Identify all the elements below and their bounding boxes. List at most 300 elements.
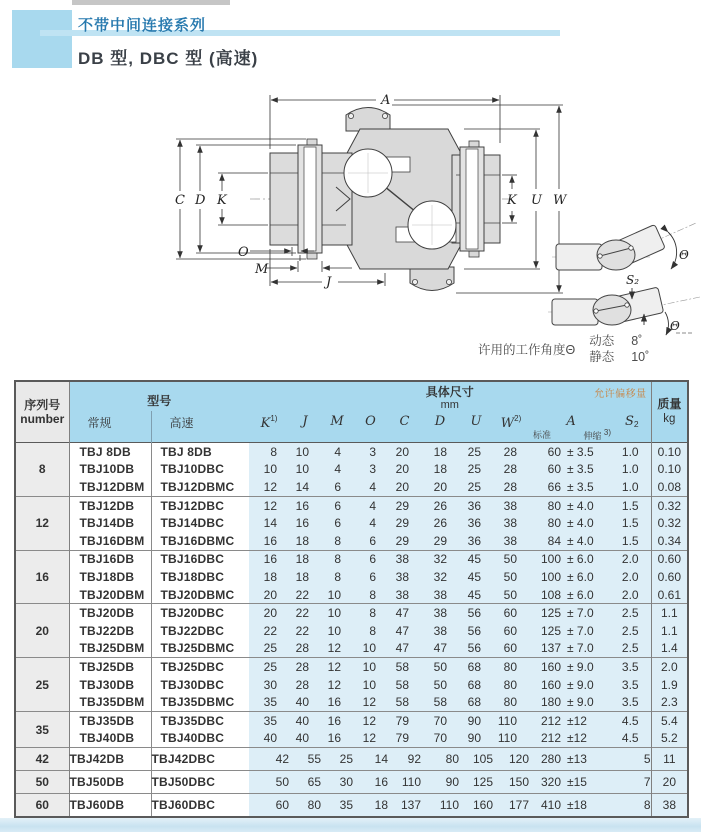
dim-k-cell: 42: [249, 748, 289, 771]
dim-u-cell: 56: [459, 640, 493, 658]
dim-c-cell: 137: [388, 794, 421, 818]
model-regular-cell: TBJ16DB: [69, 550, 151, 568]
dim-d-cell: 26: [421, 496, 459, 514]
dim-u-cell: 36: [459, 532, 493, 550]
spec-table-wrap: [14, 380, 687, 818]
dim-m-cell: 8: [321, 532, 353, 550]
dim-w-cell: 38: [493, 496, 529, 514]
dim-u-cell: 36: [459, 496, 493, 514]
dim-d-cell: 47: [421, 640, 459, 658]
angle-label-theta-top: Θ: [679, 248, 689, 262]
col-highspeed-header: 高速: [151, 411, 249, 443]
dim-label-c: C: [175, 193, 185, 208]
bearing-cap-top: [346, 108, 390, 132]
table-row: [15, 532, 688, 550]
mass-cell: 0.60: [651, 568, 688, 586]
model-regular-cell: TBJ20DBM: [69, 586, 151, 604]
dim-j-cell: 16: [289, 496, 321, 514]
dim-o-cell: 6: [353, 550, 388, 568]
angle-label-theta-bottom: Θ: [670, 319, 680, 333]
dim-u-cell: 90: [459, 730, 493, 748]
dim-j-cell: 18: [289, 532, 321, 550]
dim-w-cell: 28: [493, 443, 529, 461]
mass-cell: 20: [651, 771, 688, 794]
dim-s2-cell: 1.5: [613, 532, 651, 550]
serial-number-cell: 25: [15, 658, 69, 712]
table-row: [15, 550, 688, 568]
dim-o-cell: 6: [353, 532, 388, 550]
dim-s2-cell: 3.5: [613, 693, 651, 711]
model-regular-cell: TBJ60DB: [69, 794, 151, 818]
dim-m-cell: 6: [321, 514, 353, 532]
dim-d-cell: 90: [421, 771, 459, 794]
dim-d-cell: 38: [421, 604, 459, 622]
dim-o-cell: 14: [353, 748, 388, 771]
dim-u-cell: 160: [459, 794, 493, 818]
dim-j-cell: 10: [289, 443, 321, 461]
dim-c-cell: 47: [388, 622, 421, 640]
dim-s2-cell: 3.5: [613, 658, 651, 676]
col-o-header: O: [353, 411, 388, 443]
dim-m-cell: 8: [321, 568, 353, 586]
dim-j-cell: 22: [289, 586, 321, 604]
dim-c-cell: 92: [388, 748, 421, 771]
dim-c-cell: 47: [388, 640, 421, 658]
dim-a-cell: 320 ±15: [529, 771, 613, 794]
mass-cell: 11: [651, 748, 688, 771]
dim-w-cell: 80: [493, 676, 529, 694]
dim-d-cell: 29: [421, 532, 459, 550]
dim-w-cell: 80: [493, 693, 529, 711]
model-highspeed-cell: TBJ12DBC: [151, 496, 249, 514]
serial-number-cell: 20: [15, 604, 69, 658]
mass-cell: 0.32: [651, 496, 688, 514]
dim-a-cell: 66 ± 3.5: [529, 478, 613, 496]
col-m-header: M: [321, 411, 353, 443]
dim-c-cell: 29: [388, 514, 421, 532]
right-clamp-collar: [460, 141, 484, 257]
col-serial-header: 序列号 number: [15, 381, 69, 443]
dim-d-cell: 110: [421, 794, 459, 818]
model-highspeed-cell: TBJ50DBC: [151, 771, 249, 794]
col-dims-header: 允许偏移量 具体尺寸 mm: [249, 381, 651, 411]
table-row: [15, 771, 688, 794]
model-regular-cell: TBJ42DB: [69, 748, 151, 771]
dim-d-cell: 38: [421, 586, 459, 604]
offset-note: 允许偏移量: [594, 389, 647, 400]
dim-o-cell: 10: [353, 640, 388, 658]
dim-s2-cell: 1.0: [613, 443, 651, 461]
dim-o-cell: 12: [353, 711, 388, 729]
dim-j-cell: 80: [289, 794, 321, 818]
table-row: [15, 711, 688, 729]
dim-u-cell: 36: [459, 514, 493, 532]
table-row: [15, 794, 688, 818]
serial-number-cell: 16: [15, 550, 69, 604]
dim-o-cell: 4: [353, 496, 388, 514]
dim-s2-cell: 2.0: [613, 568, 651, 586]
working-angle-caption: [478, 333, 659, 365]
dim-label-a: A: [381, 93, 391, 108]
dim-c-cell: 38: [388, 568, 421, 586]
serial-number-cell: 60: [15, 794, 69, 818]
dim-a-cell: 160 ± 9.0: [529, 658, 613, 676]
dim-s2-cell: 2.5: [613, 640, 651, 658]
dim-a-cell: 280 ±13: [529, 748, 613, 771]
dim-a-cell: 180 ± 9.0: [529, 693, 613, 711]
serial-number-cell: 42: [15, 748, 69, 771]
model-highspeed-cell: TBJ25DBMC: [151, 640, 249, 658]
mass-cell: 2.0: [651, 658, 688, 676]
table-subheader: [15, 411, 688, 443]
dim-w-cell: 80: [493, 658, 529, 676]
dim-o-cell: 10: [353, 676, 388, 694]
dim-u-cell: 56: [459, 622, 493, 640]
dim-s2-cell: 4.5: [613, 730, 651, 748]
serial-number-cell: 35: [15, 711, 69, 747]
model-regular-cell: TBJ40DB: [69, 730, 151, 748]
dim-j-cell: 22: [289, 622, 321, 640]
model-highspeed-cell: TBJ10DBC: [151, 461, 249, 479]
spec-table: [14, 380, 689, 818]
mass-cell: 0.32: [651, 514, 688, 532]
dim-m-cell: 4: [321, 443, 353, 461]
bearing-cap-bottom: [410, 267, 454, 291]
dim-w-cell: 110: [493, 711, 529, 729]
dim-d-cell: 50: [421, 658, 459, 676]
dim-o-cell: 8: [353, 622, 388, 640]
dim-u-cell: 25: [459, 461, 493, 479]
dim-k-cell: 14: [249, 514, 289, 532]
dim-w-cell: 50: [493, 568, 529, 586]
dim-s2-cell: 2.0: [613, 550, 651, 568]
model-regular-cell: TBJ50DB: [69, 771, 151, 794]
model-regular-cell: TBJ30DB: [69, 676, 151, 694]
dim-m-cell: 6: [321, 478, 353, 496]
dim-o-cell: 8: [353, 586, 388, 604]
static-angle-row: 静态 10˚: [589, 350, 650, 364]
page-title: DB 型, DBC 型 (高速): [78, 49, 259, 68]
dim-a-cell: 108 ± 6.0: [529, 586, 613, 604]
dim-j-cell: 28: [289, 658, 321, 676]
dim-k-cell: 18: [249, 568, 289, 586]
dim-c-cell: 20: [388, 478, 421, 496]
dim-u-cell: 45: [459, 586, 493, 604]
dim-label-d: D: [195, 193, 206, 208]
mass-cell: 1.4: [651, 640, 688, 658]
dim-u-cell: 45: [459, 568, 493, 586]
left-clamp-collar: [298, 139, 322, 259]
dim-j-cell: 10: [289, 461, 321, 479]
dim-a-cell: 60 ± 3.5: [529, 443, 613, 461]
dim-m-cell: 16: [321, 730, 353, 748]
dim-c-cell: 29: [388, 532, 421, 550]
serial-number-cell: 8: [15, 443, 69, 497]
col-c-header: C: [388, 411, 421, 443]
model-regular-cell: TBJ20DB: [69, 604, 151, 622]
dim-d-cell: 18: [421, 461, 459, 479]
dim-m: [266, 261, 352, 272]
dim-s2-cell: 1.0: [613, 461, 651, 479]
model-highspeed-cell: TBJ40DBC: [151, 730, 249, 748]
dim-u-cell: 68: [459, 693, 493, 711]
mass-cell: 5.4: [651, 711, 688, 729]
dim-j-cell: 55: [289, 748, 321, 771]
table-body: [15, 443, 688, 818]
dim-c-cell: 58: [388, 658, 421, 676]
dim-k-cell: 8: [249, 443, 289, 461]
dim-c-cell: 58: [388, 676, 421, 694]
dim-d-cell: 26: [421, 514, 459, 532]
dim-s2-cell: 2.5: [613, 622, 651, 640]
model-regular-cell: TBJ35DB: [69, 711, 151, 729]
dim-w-cell: 60: [493, 604, 529, 622]
dim-o-cell: 12: [353, 693, 388, 711]
col-k-header: $K^{1)}$: [249, 411, 289, 443]
dim-j-cell: 40: [289, 693, 321, 711]
model-regular-cell: TBJ16DBM: [69, 532, 151, 550]
dim-s2-cell: 5: [613, 748, 651, 771]
mass-cell: 0.61: [651, 586, 688, 604]
dim-label-m: M: [255, 262, 269, 277]
dim-j-cell: 18: [289, 568, 321, 586]
model-regular-cell: TBJ12DB: [69, 496, 151, 514]
dim-w-cell: 120: [493, 748, 529, 771]
header-accent-square: [12, 10, 72, 68]
dim-w-cell: 28: [493, 461, 529, 479]
dim-k-cell: 12: [249, 478, 289, 496]
table-header: [15, 381, 688, 443]
dim-s2-cell: 1.5: [613, 514, 651, 532]
dim-m-cell: 10: [321, 622, 353, 640]
dim-o-cell: 12: [353, 730, 388, 748]
dim-a-cell: 84 ± 4.0: [529, 532, 613, 550]
dim-s2-cell: 1.5: [613, 496, 651, 514]
dim-o-cell: 3: [353, 443, 388, 461]
dim-u-cell: 68: [459, 658, 493, 676]
col-a-header: A 标准 伸缩 $^{3)}$: [529, 411, 613, 443]
dim-k-cell: 25: [249, 640, 289, 658]
model-regular-cell: TBJ35DBM: [69, 693, 151, 711]
serial-number-cell: 12: [15, 496, 69, 550]
dim-a-cell: 100 ± 6.0: [529, 550, 613, 568]
serial-number-cell: 50: [15, 771, 69, 794]
angle-label-s-offset: S₂: [626, 273, 640, 287]
dim-s2-cell: 7: [613, 771, 651, 794]
dim-u-cell: 105: [459, 748, 493, 771]
model-highspeed-cell: TBJ18DBC: [151, 568, 249, 586]
dim-m-cell: 10: [321, 604, 353, 622]
dim-a-cell: 212 ±12: [529, 730, 613, 748]
dim-j-cell: 40: [289, 711, 321, 729]
dim-c-cell: 20: [388, 443, 421, 461]
dim-label-u: U: [531, 193, 542, 208]
model-highspeed-cell: TBJ16DBC: [151, 550, 249, 568]
dim-a-cell: 100 ± 6.0: [529, 568, 613, 586]
dim-m-cell: 8: [321, 550, 353, 568]
col-regular-header: 常规: [69, 411, 151, 443]
mass-cell: 2.3: [651, 693, 688, 711]
dim-a-cell: 60 ± 3.5: [529, 461, 613, 479]
table-row: [15, 658, 688, 676]
mass-cell: 1.1: [651, 604, 688, 622]
dim-m-cell: 16: [321, 693, 353, 711]
dim-k-cell: 35: [249, 711, 289, 729]
dim-u-cell: 125: [459, 771, 493, 794]
dim-s2-cell: 1.0: [613, 478, 651, 496]
dim-o-cell: 8: [353, 604, 388, 622]
dim-w-cell: 60: [493, 622, 529, 640]
dim-d-cell: 58: [421, 693, 459, 711]
dim-m-cell: 12: [321, 640, 353, 658]
table-row: [15, 748, 688, 771]
model-regular-cell: TBJ22DB: [69, 622, 151, 640]
model-regular-cell: TBJ25DB: [69, 658, 151, 676]
dim-j-cell: 40: [289, 730, 321, 748]
dim-o-cell: 4: [353, 478, 388, 496]
dim-k-cell: 16: [249, 532, 289, 550]
table-row: [15, 461, 688, 479]
model-highspeed-cell: TBJ22DBC: [151, 622, 249, 640]
dim-u-cell: 90: [459, 711, 493, 729]
dim-label-k-right: K: [507, 193, 517, 208]
dim-w-cell: 28: [493, 478, 529, 496]
model-highspeed-cell: TBJ12DBMC: [151, 478, 249, 496]
bottom-band: [0, 818, 701, 832]
dim-k-cell: 12: [249, 496, 289, 514]
dim-d-cell: 20: [421, 478, 459, 496]
dim-d-cell: 38: [421, 622, 459, 640]
dim-j-cell: 28: [289, 676, 321, 694]
table-row: [15, 478, 688, 496]
model-regular-cell: TBJ25DBM: [69, 640, 151, 658]
dynamic-angle-row: 动态 8˚: [589, 334, 643, 348]
col-w-header: $W^{2)}$: [493, 411, 529, 443]
model-regular-cell: TBJ14DB: [69, 514, 151, 532]
dim-w-cell: 38: [493, 514, 529, 532]
mass-cell: 38: [651, 794, 688, 818]
table-row: [15, 514, 688, 532]
table-row: [15, 622, 688, 640]
mass-cell: 5.2: [651, 730, 688, 748]
model-highspeed-cell: TBJ35DBMC: [151, 693, 249, 711]
dim-m-cell: 25: [321, 748, 353, 771]
col-mass-header: 质量 kg: [651, 381, 688, 443]
col-j-header: J: [289, 411, 321, 443]
dim-o-cell: 18: [353, 794, 388, 818]
dim-a-cell: 160 ± 9.0: [529, 676, 613, 694]
bearing-ball-top: [344, 149, 392, 197]
dim-k-cell: 20: [249, 586, 289, 604]
dim-w-cell: 150: [493, 771, 529, 794]
table-row: [15, 496, 688, 514]
page-top-remnant: [72, 0, 230, 5]
mass-cell: 0.10: [651, 443, 688, 461]
dim-o-cell: 16: [353, 771, 388, 794]
dim-c-cell: 58: [388, 693, 421, 711]
table-row: [15, 730, 688, 748]
dim-s2-cell: 2.5: [613, 604, 651, 622]
model-highspeed-cell: TBJ25DBC: [151, 658, 249, 676]
dim-a-cell: 125 ± 7.0: [529, 622, 613, 640]
model-highspeed-cell: TBJ20DBMC: [151, 586, 249, 604]
dim-c-cell: 38: [388, 550, 421, 568]
dim-k-cell: 40: [249, 730, 289, 748]
model-highspeed-cell: TBJ16DBMC: [151, 532, 249, 550]
dim-k-cell: 16: [249, 550, 289, 568]
dim-d-cell: 70: [421, 730, 459, 748]
dim-o-cell: 4: [353, 514, 388, 532]
dim-m-cell: 12: [321, 676, 353, 694]
col-d-header: D: [421, 411, 459, 443]
dim-s2-cell: 2.0: [613, 586, 651, 604]
col-u-header: U: [459, 411, 493, 443]
model-highspeed-cell: TBJ30DBC: [151, 676, 249, 694]
model-regular-cell: TBJ10DB: [69, 461, 151, 479]
table-row: [15, 693, 688, 711]
dim-u-cell: 25: [459, 478, 493, 496]
mass-cell: 0.60: [651, 550, 688, 568]
dim-s2-cell: 8: [613, 794, 651, 818]
dim-m-cell: 35: [321, 794, 353, 818]
dim-d-cell: 18: [421, 443, 459, 461]
dim-w-cell: 50: [493, 586, 529, 604]
dim-c-cell: 38: [388, 586, 421, 604]
model-highspeed-cell: TBJ 8DB: [151, 443, 249, 461]
dim-j-cell: 28: [289, 640, 321, 658]
dim-j-cell: 18: [289, 550, 321, 568]
dim-a-cell: 80 ± 4.0: [529, 496, 613, 514]
dim-label-k-left: K: [217, 193, 227, 208]
dim-o-cell: 3: [353, 461, 388, 479]
dim-w-cell: 177: [493, 794, 529, 818]
dim-m-cell: 6: [321, 496, 353, 514]
dim-a-cell: 137 ± 7.0: [529, 640, 613, 658]
dim-j-cell: 14: [289, 478, 321, 496]
mass-cell: 0.10: [651, 461, 688, 479]
dim-k-cell: 50: [249, 771, 289, 794]
dim-d-cell: 32: [421, 568, 459, 586]
series-title: 不带中间连接系列: [78, 17, 207, 34]
angle-sketch-dynamic: [552, 223, 696, 270]
dim-k-cell: 60: [249, 794, 289, 818]
dim-u-cell: 56: [459, 604, 493, 622]
dim-u-cell: 25: [459, 443, 493, 461]
table-row: [15, 586, 688, 604]
dim-c-cell: 79: [388, 711, 421, 729]
dim-d-cell: 50: [421, 676, 459, 694]
mass-cell: 1.9: [651, 676, 688, 694]
dim-u-cell: 68: [459, 676, 493, 694]
dim-c-cell: 110: [388, 771, 421, 794]
dim-d-cell: 80: [421, 748, 459, 771]
model-highspeed-cell: TBJ20DBC: [151, 604, 249, 622]
mass-cell: 0.08: [651, 478, 688, 496]
model-highspeed-cell: TBJ42DBC: [151, 748, 249, 771]
dim-k-cell: 35: [249, 693, 289, 711]
dim-label-o: O: [238, 245, 249, 260]
dim-c-cell: 47: [388, 604, 421, 622]
table-row: [15, 604, 688, 622]
dim-u-cell: 45: [459, 550, 493, 568]
dim-a-cell: 125 ± 7.0: [529, 604, 613, 622]
model-highspeed-cell: TBJ35DBC: [151, 711, 249, 729]
dim-label-w: W: [553, 193, 567, 208]
dim-w-cell: 38: [493, 532, 529, 550]
model-regular-cell: TBJ12DBM: [69, 478, 151, 496]
dim-a-cell: 80 ± 4.0: [529, 514, 613, 532]
table-row: [15, 676, 688, 694]
